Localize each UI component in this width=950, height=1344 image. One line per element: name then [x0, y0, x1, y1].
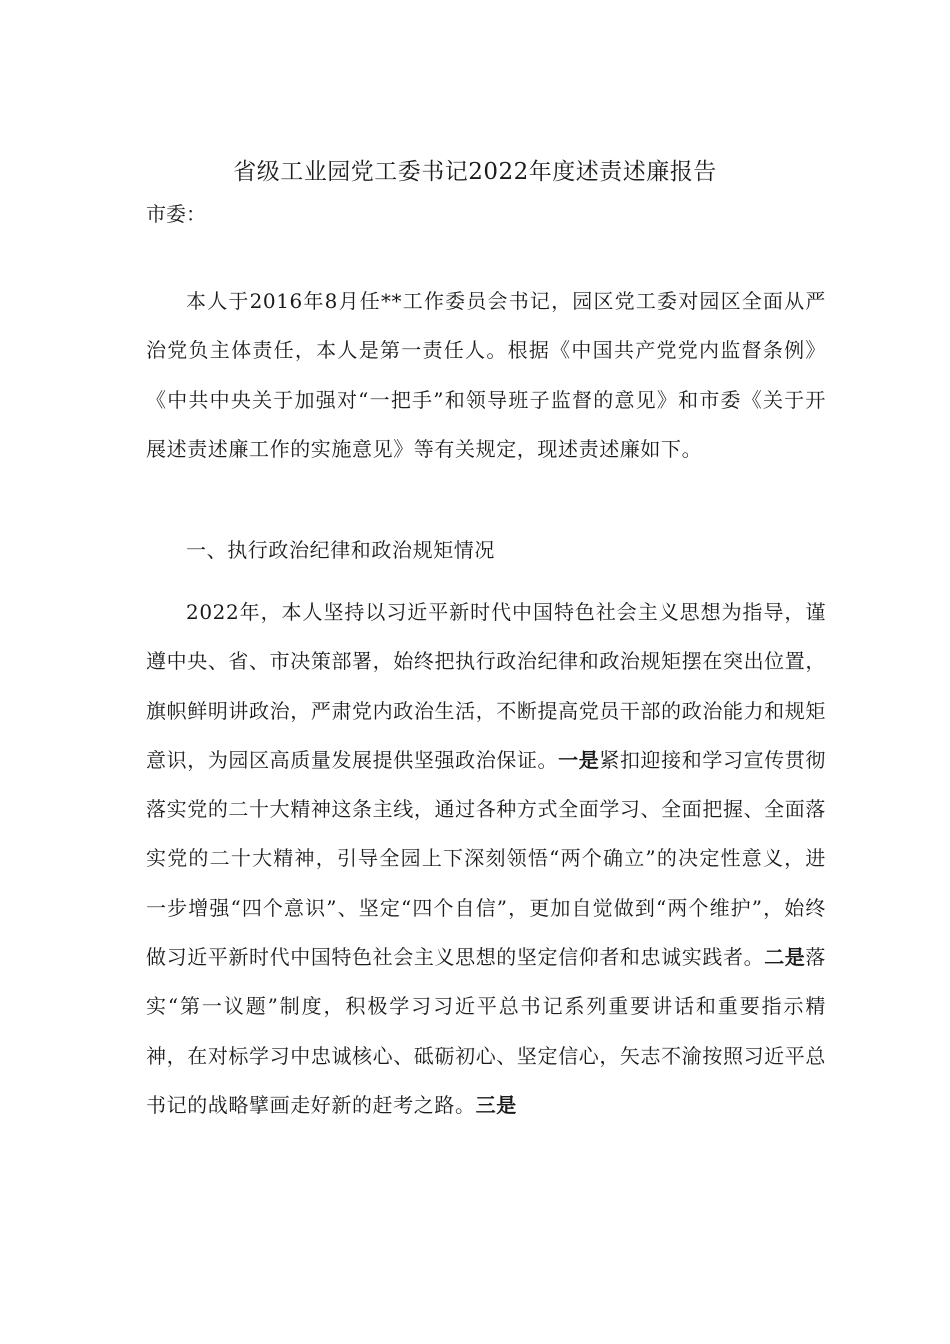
- point2-label: 二是: [764, 945, 806, 970]
- intro-paragraph: 本人于2016年8月任**工作委员会书记，园区党工委对园区全面从严治党负主体责任，本人是第一责任人。根据《中国共产党党内监督条例》《中共中央关于加强对“一把手”和领导班子监督的意见》和市委《关于开展述责述廉工作的实施意见》等有关规定，现述责述廉如下。: [146, 289, 826, 461]
- point1-text: 紧扣迎接和学习宣传贯彻落实党的二十大精神这条主线，通过各种方式全面学习、全面把握、全面落实党的二十大精神，引导全园上下深刻领悟“两个确立”的决定性意义，进一步增强“四个意识”、坚定“四个自信”，更加自觉做到“两个维护”，始终做习近平新时代中国特色社会主义思想的坚定信仰者和忠诚实践者。: [146, 747, 827, 970]
- section-lead-text: 2022年，本人坚持以习近平新时代中国特色社会主义思想为指导，谨遵中央、省、市决策部署，始终把执行政治纪律和政治规矩摆在突出位置，旗帜鲜明讲政治，严肃党内政治生活，不断提高党员干部的政治能力和规矩意识，为园区高质量发展提供坚强政治保证。: [146, 600, 826, 772]
- point3-label: 三是: [475, 1092, 517, 1117]
- point1-label: 一是: [558, 747, 600, 772]
- document-title: 省级工业园党工委书记2022年度述责述廉报告: [233, 159, 717, 185]
- section-heading: 一、执行政治纪律和政治规矩情况: [186, 538, 495, 562]
- section-paragraph: [146, 588, 826, 1130]
- salutation: 市委：: [146, 202, 206, 226]
- point2-text: 落实“第一议题”制度，积极学习习近平总书记系列重要讲话和重要指示精神，在对标学习中忠诚核心、砥砺初心、坚定信心，矢志不渝按照习近平总书记的战略擘画走好新的赶考之路。: [146, 945, 827, 1117]
